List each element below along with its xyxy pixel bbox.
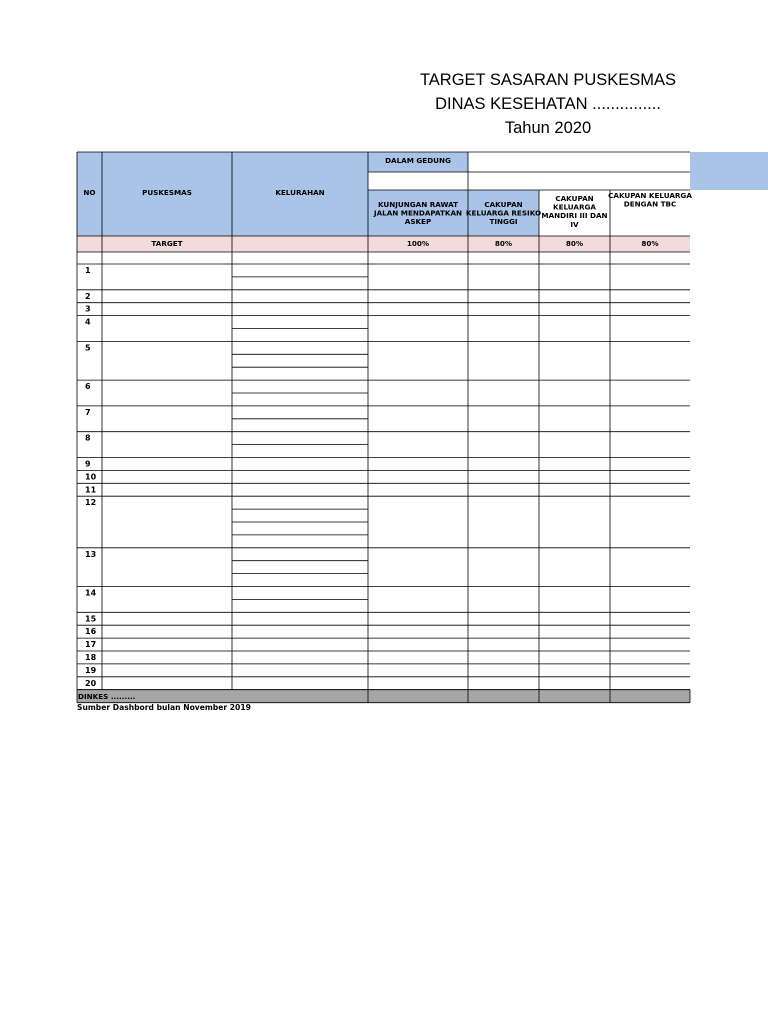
header-no: NO — [83, 188, 96, 197]
row-no-18: 18 — [85, 653, 97, 662]
row-no-20: 20 — [85, 678, 97, 688]
header-col3-line-2: KELUARGA — [553, 202, 596, 212]
target-value-1: 100% — [406, 239, 430, 248]
header-overflow-fill — [690, 152, 768, 190]
row-no-9: 9 — [85, 459, 91, 469]
header-col1-line-2: JALAN MENDAPATKAN — [373, 208, 463, 218]
header-col4-line-1: CAKUPAN KELUARGA — [608, 191, 692, 200]
row-no-5: 5 — [85, 343, 91, 353]
row-no-7: 7 — [85, 407, 91, 417]
header-col3-line-3: MANDIRI III DAN — [541, 211, 608, 221]
source-note: Sumber Dashbord bulan November 2019 — [77, 703, 251, 712]
row-no-17: 17 — [85, 640, 97, 650]
header-dalam-gedung: DALAM GEDUNG — [385, 156, 451, 165]
row-no-6: 6 — [85, 382, 91, 392]
row-no-15: 15 — [85, 614, 97, 624]
row-no-12: 12 — [85, 498, 97, 508]
row-no-16: 16 — [85, 627, 97, 637]
row-no-4: 4 — [85, 317, 91, 327]
row-no-11: 11 — [85, 485, 97, 495]
target-value-4: 80% — [641, 239, 659, 248]
row-no-13: 13 — [85, 549, 97, 559]
total-row-fill — [77, 690, 690, 703]
header-col2-line-2: KELUARGA RESIKO — [465, 208, 542, 218]
target-value-3: 80% — [565, 239, 584, 248]
header-col1-line-1: KUNJUNGAN RAWAT — [377, 200, 459, 209]
header-col3-line-1: CAKUPAN — [555, 194, 594, 203]
row-no-14: 14 — [85, 588, 97, 598]
row-no-19: 19 — [85, 665, 97, 675]
target-label: TARGET — [151, 239, 183, 248]
row-no-8: 8 — [85, 433, 91, 443]
row-no-2: 2 — [85, 291, 91, 301]
row-no-1: 1 — [85, 266, 91, 275]
title-line-3: Tahun 2020 — [504, 119, 592, 137]
row-no-3: 3 — [85, 304, 91, 314]
row-no-10: 10 — [85, 472, 97, 482]
header-col4-line-2: DENGAN TBC — [623, 199, 677, 209]
header-col1-line-3: ASKEP — [404, 217, 432, 227]
header-col2-line-1: CAKUPAN — [484, 200, 523, 209]
header-kelurahan: KELURAHAN — [275, 188, 325, 197]
target-value-2: 80% — [494, 239, 513, 248]
header-col3-line-4: IV — [570, 219, 579, 229]
total-label: DINKES ......... — [78, 692, 136, 702]
header-col2-line-3: TINGGI — [489, 217, 518, 227]
header-puskesmas: PUSKESMAS — [142, 188, 192, 197]
title-line-1: TARGET SASARAN PUSKESMAS — [419, 71, 677, 89]
title-line-2: DINAS KESEHATAN ............... — [435, 95, 661, 113]
